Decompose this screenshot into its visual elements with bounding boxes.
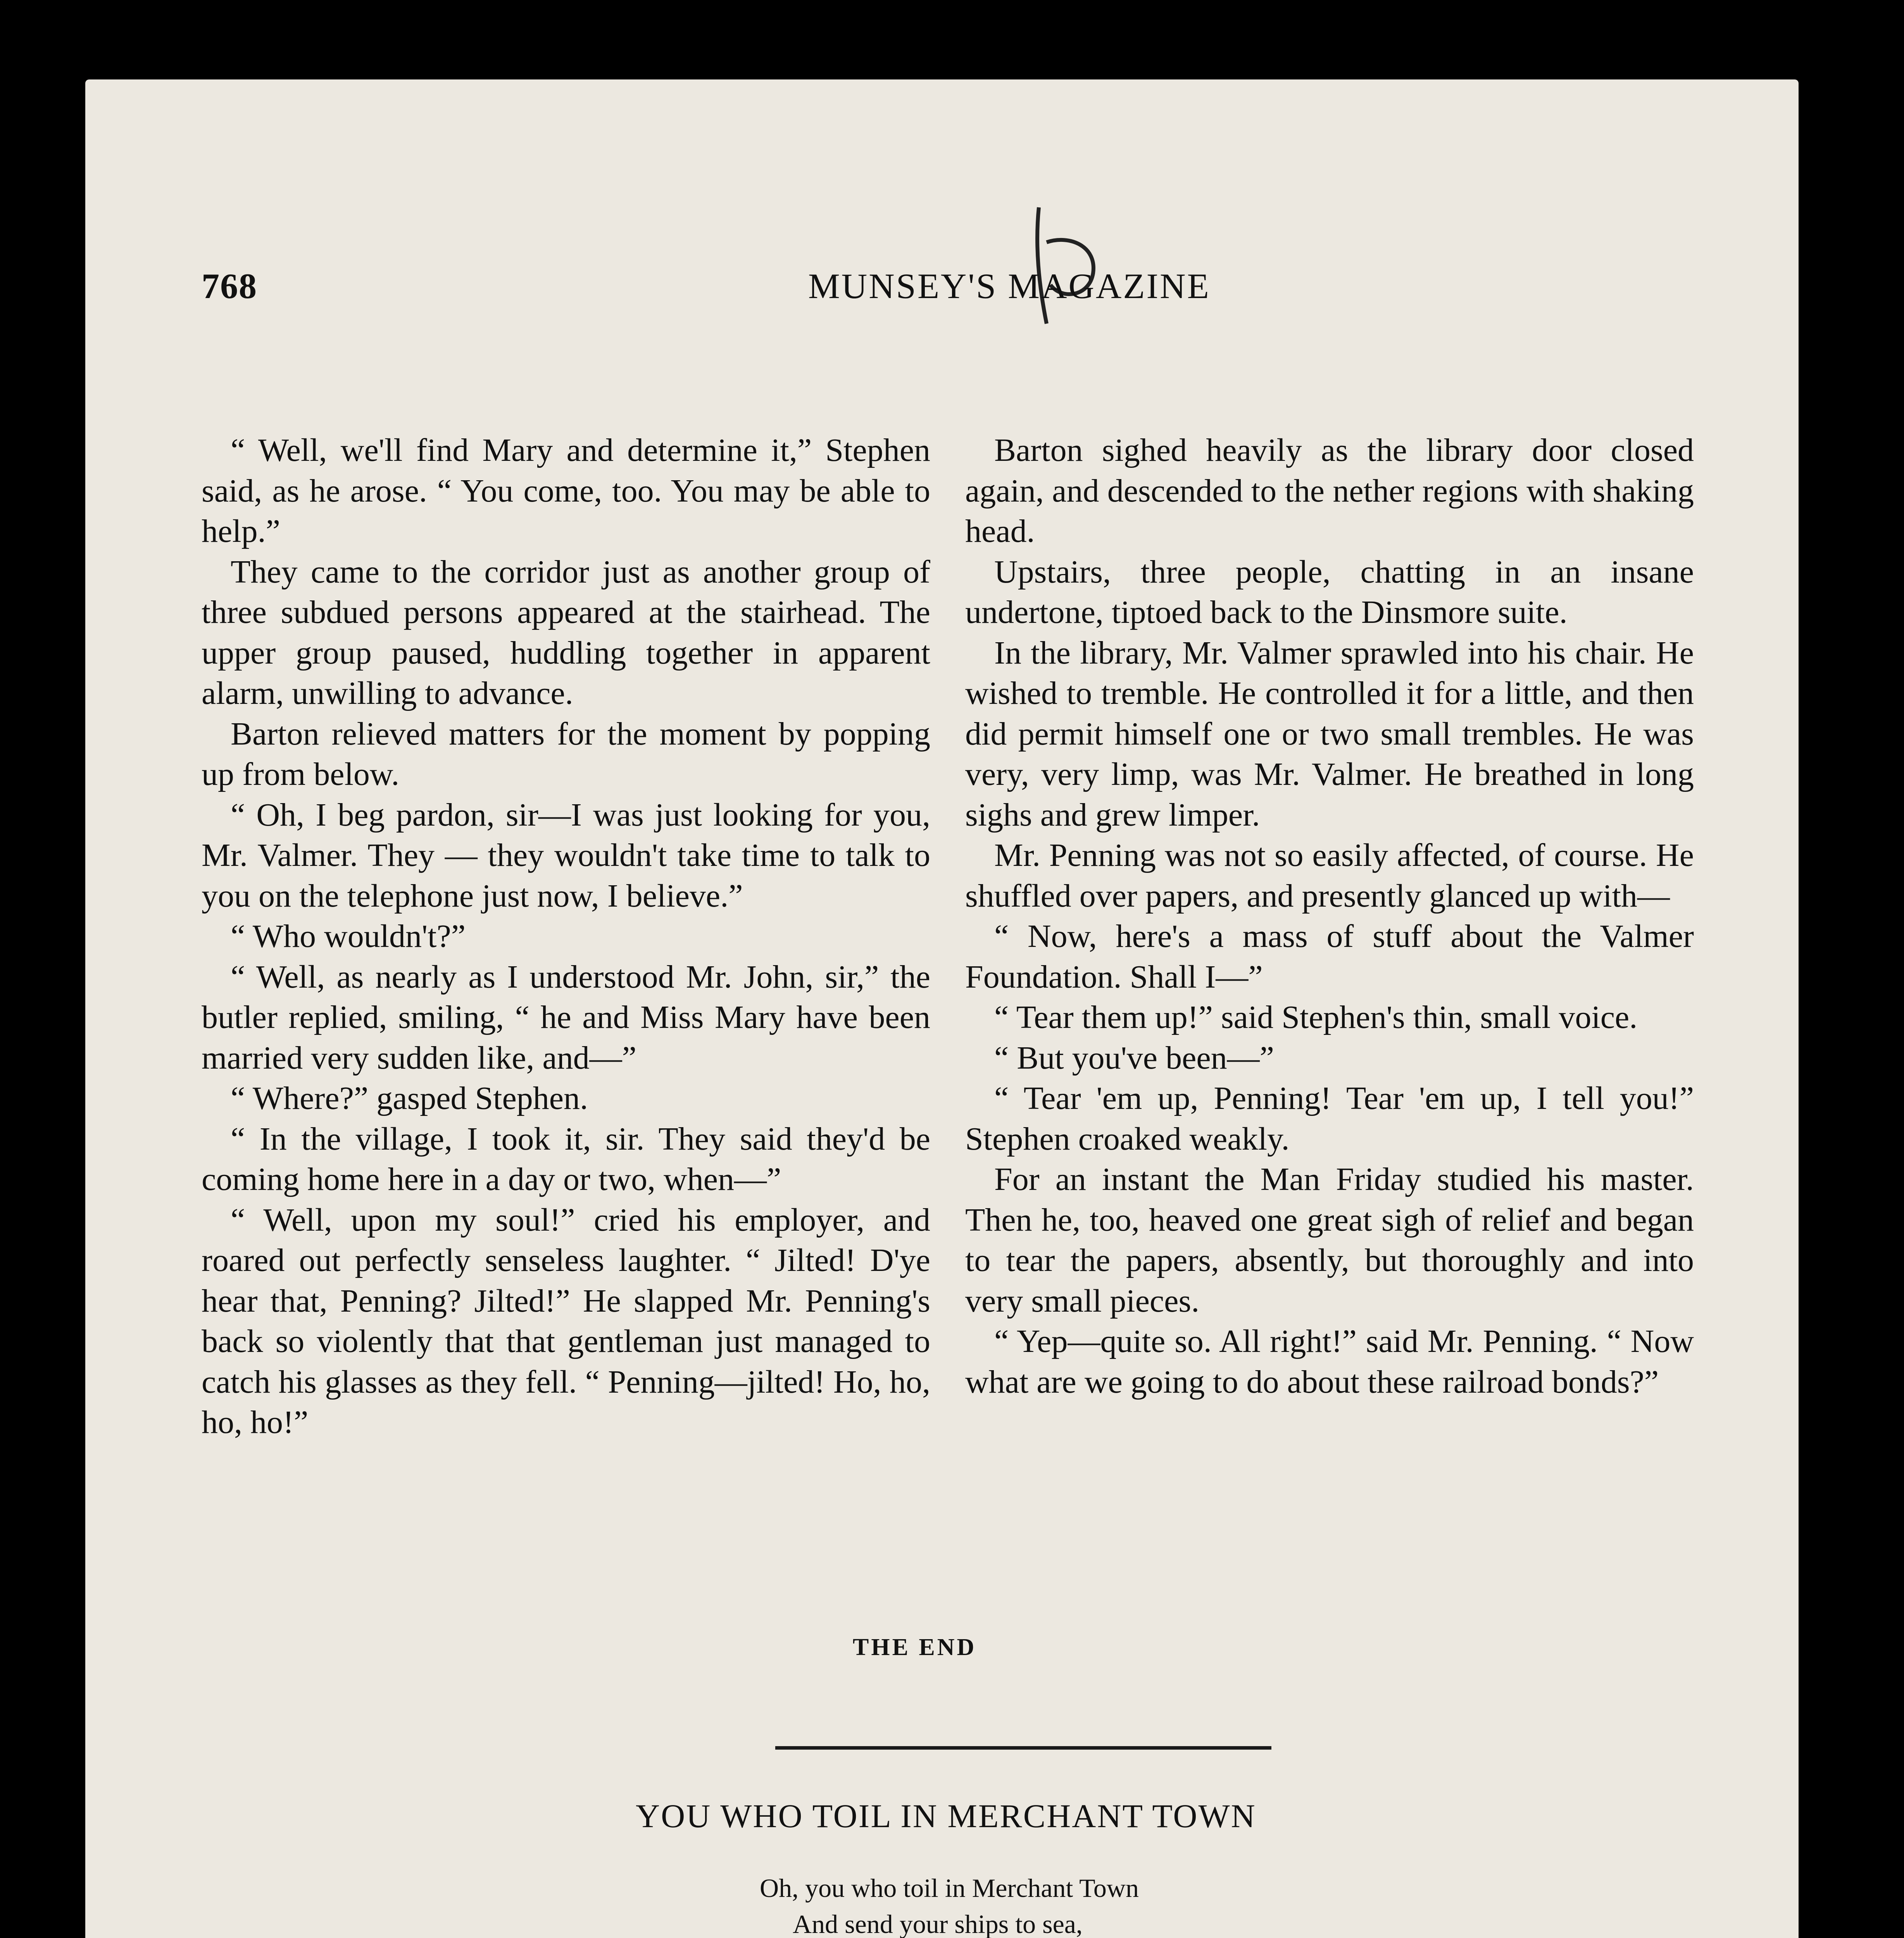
paragraph: “ Tear 'em up, Penning! Tear 'em up, I tell you!” Stephen croaked weakly. bbox=[965, 1080, 1694, 1157]
paragraph: Barton sighed heavily as the library door closed again, and descended to the nether regions with shaking head. bbox=[965, 432, 1694, 549]
paragraph: Barton relieved matters for the moment by popping up from below. bbox=[202, 716, 930, 792]
paragraph: “ Yep—quite so. All right!” said Mr. Penning. “ Now what are we going to do about these railroad bonds?” bbox=[965, 1323, 1694, 1400]
paragraph: “ Well, upon my soul!” cried his employer, and roared out perfectly senseless laughter. “ Jilted! D'ye hear that, Penning? Jilted!” He slapped Mr. Penning's back so violently that that gentleman just managed to catch his glasses as they fell. “ Penning—jilted! Ho, ho, ho, ho!” bbox=[202, 1202, 930, 1440]
paragraph: “ Now, here's a mass of stuff about the Valmer Foundation. Shall I—” bbox=[965, 918, 1694, 995]
magazine-page bbox=[85, 79, 1799, 1938]
page-number: 768 bbox=[202, 266, 257, 306]
paragraph: “ In the village, I took it, sir. They said they'd be coming home here in a day or two, when—” bbox=[202, 1121, 930, 1197]
story-end-mark: THE END bbox=[853, 1634, 977, 1660]
story-right-column bbox=[965, 430, 1694, 1402]
poem-title: YOU WHO TOIL IN MERCHANT TOWN bbox=[636, 1797, 1256, 1835]
paragraph: “ Who wouldn't?” bbox=[231, 918, 466, 954]
paragraph: Mr. Penning was not so easily affected, of course. He shuffled over papers, and presently glanced up with— bbox=[965, 837, 1694, 914]
paragraph: In the library, Mr. Valmer sprawled into his chair. He wished to tremble. He controlled it for a little, and then did permit himself one or two small trembles. He was very, very limp, was Mr. Valmer. He breathed in long sighs and grew limper. bbox=[965, 635, 1694, 833]
paragraph: Upstairs, three people, chatting in an insane undertone, tiptoed back to the Dinsmore suite. bbox=[965, 553, 1694, 630]
poem-body bbox=[760, 1870, 1193, 1938]
story-left-column bbox=[202, 430, 930, 1443]
paragraph: For an instant the Man Friday studied his master. Then he, too, heaved one great sigh of relief and began to tear the papers, absently, but thoroughly and into very small pieces. bbox=[965, 1161, 1694, 1319]
poem-line: Oh, you who toil in Merchant Town bbox=[760, 1873, 1139, 1903]
paragraph: They came to the corridor just as another group of three subdued persons appeared at the stairhead. The upper group paused, huddling together in apparent alarm, unwilling to advance. bbox=[202, 553, 930, 711]
running-title: MUNSEY'S MAGAZINE bbox=[808, 266, 1211, 306]
section-divider bbox=[775, 1746, 1271, 1750]
paragraph: “ Oh, I beg pardon, sir—I was just looking for you, Mr. Valmer. They — they wouldn't take time to talk to you on the telephone just now, I believe.” bbox=[202, 797, 930, 914]
paragraph: “ Where?” gasped Stephen. bbox=[231, 1080, 588, 1116]
paragraph: “ But you've been—” bbox=[994, 1040, 1274, 1076]
paragraph: “ Well, we'll find Mary and determine it,” Stephen said, as he arose. “ You come, too. You may be able to help.” bbox=[202, 432, 930, 549]
poem-line: And send your ships to sea, bbox=[793, 1909, 1083, 1938]
paragraph: “ Tear them up!” said Stephen's thin, small voice. bbox=[994, 999, 1638, 1035]
poem-stanza bbox=[760, 1870, 1193, 1938]
paragraph: “ Well, as nearly as I understood Mr. John, sir,” the butler replied, smiling, “ he and Miss Mary have been married very sudden like, and—” bbox=[202, 959, 930, 1076]
